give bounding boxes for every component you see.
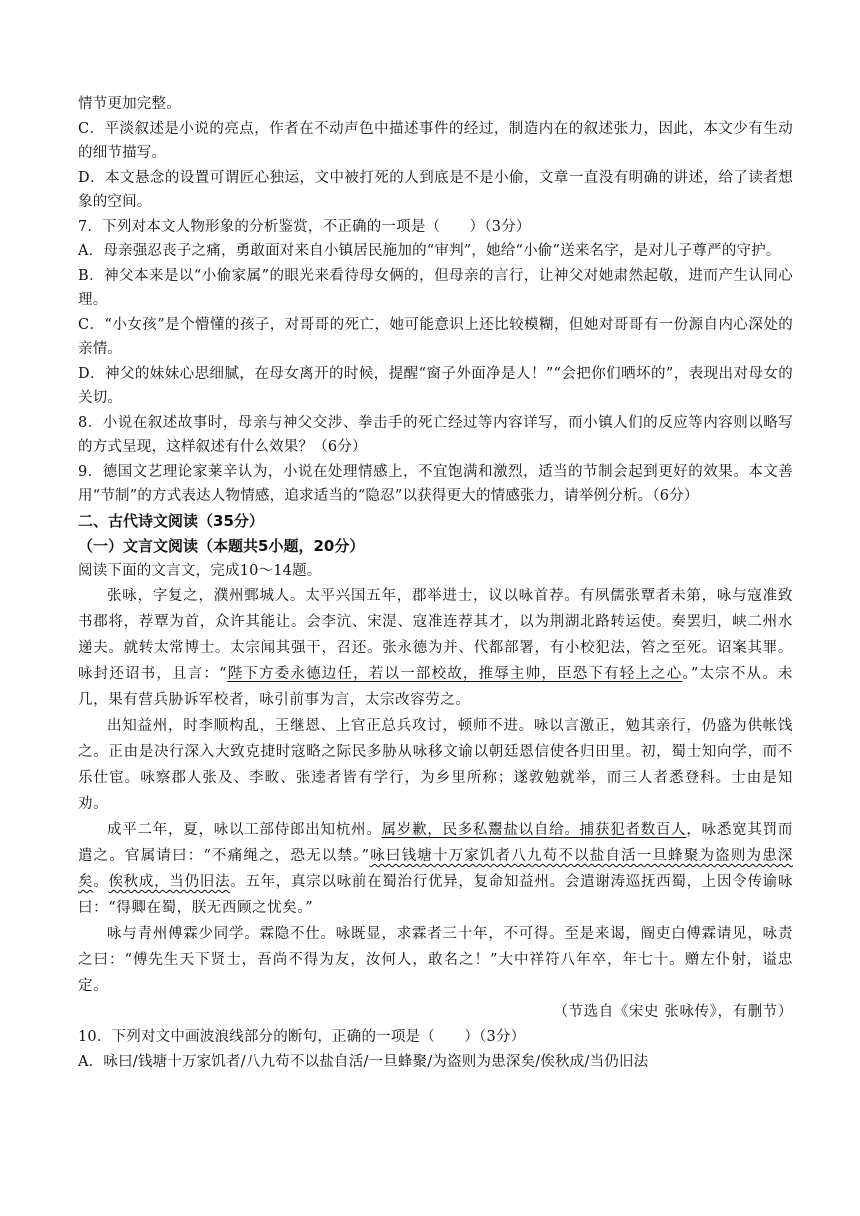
question-7-option-a: A．母亲强忍丧子之痛，勇敢面对来自小镇居民施加的“审判”，她给“小偷”送来名字，是对儿子尊严的守护。 <box>78 243 781 259</box>
option-d: D．本文悬念的设置可谓匠心独运，文中被打死的人到底是不是小偷，文章一直没有明确的讲述，给了读者想象的空间。 <box>78 169 793 210</box>
question-7-option-c: C．“小女孩”是个懵懂的孩子，对哥哥的死亡，她可能意识上还比较模糊，但她对哥哥有一份源自内心深处的亲情。 <box>78 316 793 357</box>
subsection-heading: （一）文言文阅读（本题共5小题，20分） <box>78 536 365 555</box>
wavy-underlined-sentence: 咏曰钱塘十万家饥者八九苟不以盐自活一旦蜂聚为盗则为患深矣 <box>78 848 794 890</box>
wavy-underlined-sentence: 俟秋成，当仍旧法 <box>108 874 231 890</box>
classical-paragraph-1 <box>78 583 793 713</box>
underlined-sentence: 陛下方委永德边任，若以一部校故，推辱主帅，臣恐下有轻上之心 <box>227 666 683 682</box>
paragraph-text: 成平二年，夏，咏以工部侍郎出知杭州。 <box>107 822 382 838</box>
reading-instruction: 阅读下面的文言文，完成10～14题。 <box>78 562 322 579</box>
classical-paragraph-4: 咏与青州傅霖少同学。霖隐不仕。咏既显，求霖者三十年，不可得。至是来谒，阍吏白傅霖请见，咏责之曰：“傅先生天下贤士，吾尚不得为友，汝何人，敢名之！”大中祥符八年卒，年七十。赠左仆射，谥忠定。 <box>78 926 793 994</box>
section-heading: 二、古代诗文阅读（35分） <box>78 511 264 530</box>
paragraph-text: 。五年，真宗以咏前在蜀治行优异，复命知益州。会遣谢涛巡抚西蜀，上因令传谕咏曰：“得卿在蜀，朕无西顾之忧矣。” <box>78 874 793 916</box>
paragraph-text: 。 <box>93 874 109 890</box>
paragraph-text: 张咏，字复之，濮州鄄城人。太平兴国五年，郡举进士，议以咏首荐。有夙儒张覃者未第，咏与寇准致书郡将，荐覃为首，众许其能让。会李沆、宋湜、寇准连荐其才，以为荆湖北路转运使。奏罢归，峡二州水递夫。就转太常博士。太宗闻其强干，召还。张永德为并、代都部署，有小校犯法，笞之至死。诏案其罪。咏封还诏书，且言：“ <box>78 588 793 682</box>
classical-paragraph-3 <box>78 817 793 921</box>
underlined-sentence: 属岁歉，民多私鬻盐以自给。捕获犯者数百人 <box>381 822 687 838</box>
question-8: 8．小说在叙述故事时，母亲与神父交涉、拳击手的死亡经过等内容详写，而小镇人们的反应等内容则以略写的方式呈现，这样叙述有什么效果？（6分） <box>78 414 793 455</box>
question-10-option-a: A．咏曰/钱塘十万家饥者/八九苟不以盐自活/一旦蜂聚/为盗则为患深矣/俟秋成/当仍旧法 <box>78 1053 649 1070</box>
classical-paragraph-2: 出知益州，时李顺构乱，王继恩、上官正总兵攻讨，顿师不进。咏以言激正，勉其亲行，仍盛为供帐饯之。正由是决行深入大致克捷时寇略之际民多胁从咏移文谕以朝廷恩信使各归田里。初，蜀士知向学，而不乐仕宦。咏察郡人张及、李畋、张逵者皆有学行，为乡里所称；遂敦勉就举，而三人者悉登科。士由是知劝。 <box>78 718 793 812</box>
paragraph-text: 。”太宗不从。未几，果有营兵胁诉军校者，咏引前事为言，太宗改容劳之。 <box>78 666 793 708</box>
question-7-stem: 7．下列对本文人物形象的分析鉴赏，不正确的一项是（ ）（3分） <box>78 218 531 235</box>
source-citation: （节选自《宋史 张咏传》，有删节） <box>553 1004 793 1020</box>
text-line: 情节更加完整。 <box>78 96 181 112</box>
question-7-option-d: D．神父的妹妹心思细腻，在母女离开的时候，提醒“窗子外面净是人！”“会把你们晒坏的”，表现出对母女的关切。 <box>78 365 793 406</box>
exam-page <box>78 92 793 1074</box>
question-7-option-b: B．神父本来是以“小偷家属”的眼光来看待母女俩的，但母亲的言行，让神父对她肃然起敬，进而产生认同心理。 <box>78 267 793 308</box>
question-10-stem: 10．下列对文中画波浪线部分的断句，正确的一项是（ ）（3分） <box>78 1029 526 1045</box>
paragraph-text: ，咏悉宽其罚而遣之。官属请曰：“不痛绳之，恐无以禁。” <box>78 822 793 864</box>
question-9: 9．德国文艺理论家莱辛认为，小说在处理情感上，不宜饱满和激烈，适当的节制会起到更好的效果。本文善用“节制”的方式表达人物情感，追求适当的“隐忍”以获得更大的情感张力，请举例分析。（6分） <box>78 463 793 504</box>
option-c: C．平淡叙述是小说的亮点，作者在不动声色中描述事件的经过，制造内在的叙述张力，因此，本文少有生动的细节描写。 <box>78 120 793 161</box>
